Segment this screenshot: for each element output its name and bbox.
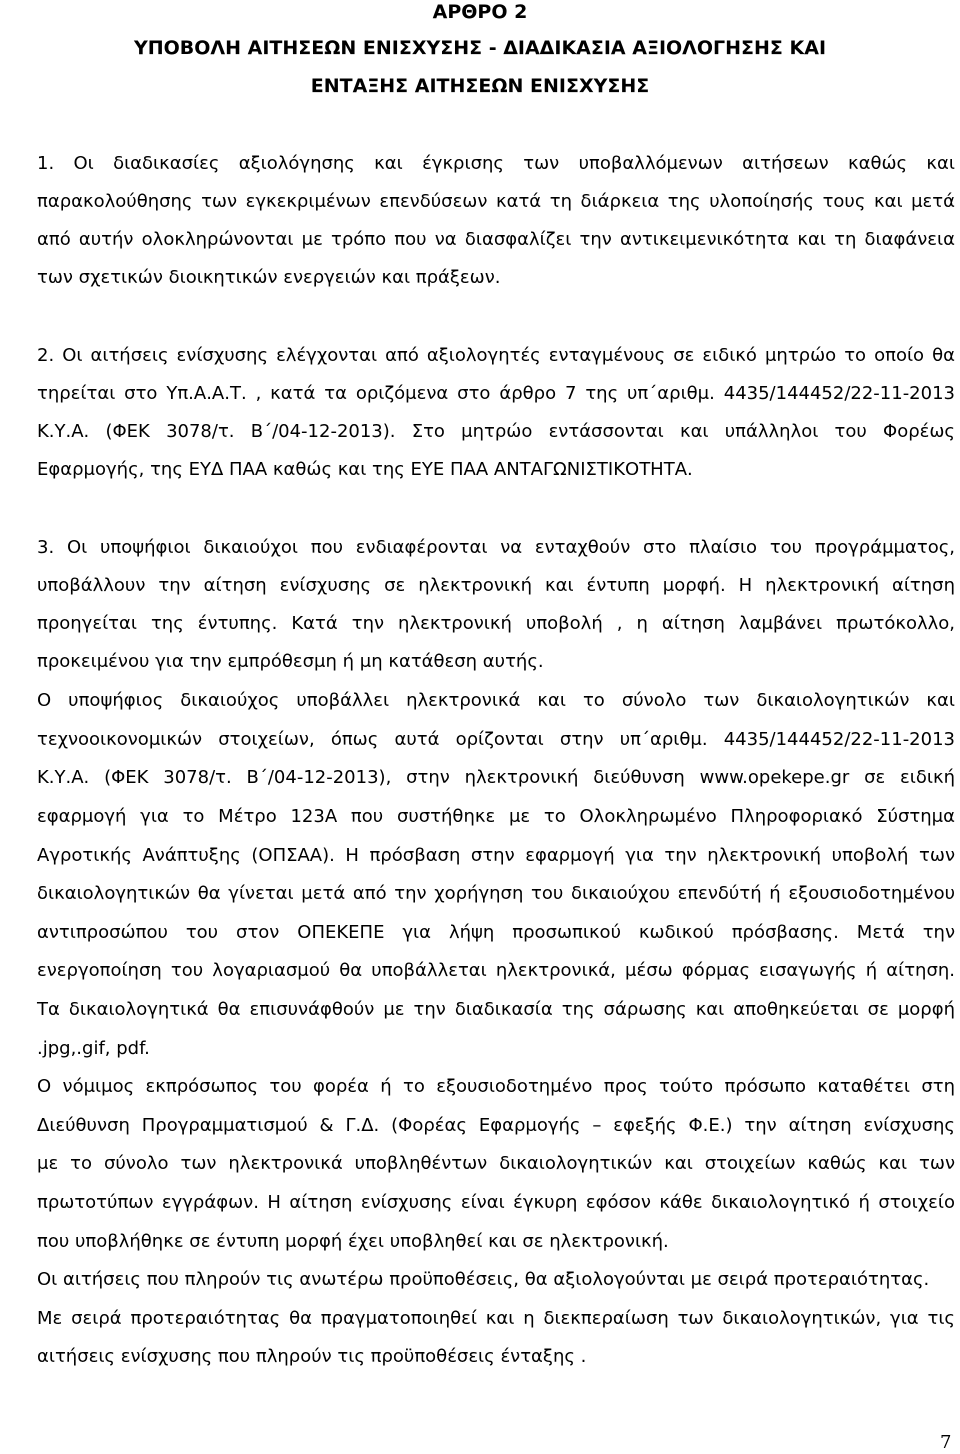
text-line: Ο νόμιμος εκπρόσωπος του φορέα ή το εξουσιοδοτημένο προς τούτο πρόσωπο καταθέτει στη [37,1076,955,1097]
text-line: 2. Οι αιτήσεις ενίσχυσης ελέγχονται από αξιολογητές ενταγμένους σε ειδικό μητρώο το οποίο θα [37,345,955,366]
text-line: Κ.Υ.Α. (ΦΕΚ 3078/τ. Β΄/04-12-2013), στην ηλεκτρονική διεύθυνση www.opekepe.gr σε ειδική [37,767,955,788]
article-title-line-2: ΕΝΤΑΞΗΣ ΑΙΤΗΣΕΩΝ ΕΝΙΣΧΥΣΗΣ [310,75,650,97]
text-line: πρωτοτύπων εγγράφων. Η αίτηση ενίσχυσης είναι έγκυρη εφόσον κάθε δικαιολογητικό ή στοιχείο [37,1192,955,1213]
text-line: Οι αιτήσεις που πληρούν τις ανωτέρω προϋποθέσεις, θα αξιολογούνται με σειρά προτεραιότητας. [37,1269,930,1290]
text-line: ενεργοποίηση του λογαριασμού θα υποβάλλεται ηλεκτρονικά, μέσω φόρμας εισαγωγής ή αίτηση. [37,960,955,981]
text-line: Κ.Υ.Α. (ΦΕΚ 3078/τ. Β΄/04-12-2013). Στο μητρώο εντάσσονται και υπάλληλοι του Φορέως [37,421,955,442]
text-line: αντιπροσώπου του στον ΟΠΕΚΕΠΕ για λήψη προσωπικού κωδικού πρόσβασης. Μετά την [37,922,955,943]
article-number: ΑΡΘΡΟ 2 [432,1,528,23]
text-line: που υποβλήθηκε σε έντυπη μορφή έχει υποβληθεί και σε ηλεκτρονική. [37,1231,669,1252]
text-line: αιτήσεις ενίσχυσης που πληρούν τις προϋποθέσεις ένταξης . [37,1346,587,1367]
article-title-line-1: ΥΠΟΒΟΛΗ ΑΙΤΗΣΕΩΝ ΕΝΙΣΧΥΣΗΣ - ΔΙΑΔΙΚΑΣΙΑ ΑΞΙΟΛΟΓΗΣΗΣ ΚΑΙ [133,37,827,59]
text-line: των σχετικών διοικητικών ενεργειών και πράξεων. [37,267,501,288]
text-line: προκειμένου για την εμπρόθεσμη ή μη κατάθεση αυτής. [37,651,544,672]
text-line: από αυτήν ολοκληρώνονται με τρόπο που να διασφαλίζει την αντικειμενικότητα και τη διαφάνεια [37,229,955,250]
text-line: προηγείται της έντυπης. Κατά την ηλεκτρονική υποβολή , η αίτηση λαμβάνει πρωτόκολλο, [37,613,955,634]
text-line: Ο υποψήφιος δικαιούχος υποβάλλει ηλεκτρονικά και το σύνολο των δικαιολογητικών και [37,690,955,711]
text-line: Εφαρμογής, της ΕΥΔ ΠΑΑ καθώς και της ΕΥΕ ΠΑΑ ΑΝΤΑΓΩΝΙΣΤΙΚΟΤΗΤΑ. [37,459,693,480]
text-line: 3. Οι υποψήφιοι δικαιούχοι που ενδιαφέρονται να ενταχθούν στο πλαίσιο του προγράμματος, [37,537,955,558]
text-line: 1. Οι διαδικασίες αξιολόγησης και έγκρισης των υποβαλλόμενων αιτήσεων καθώς και [37,153,955,174]
text-line: τηρείται στο Υπ.Α.Α.Τ. , κατά τα οριζόμενα στο άρθρο 7 της υπ΄αριθμ. 4435/144452/22-11-2013 [37,383,955,404]
text-line: δικαιολογητικών θα γίνεται μετά από την χορήγηση του δικαιούχου επενδύτή ή εξουσιοδοτημένου [37,883,955,904]
text-line: εφαρμογή για το Μέτρο 123Α που συστήθηκε με το Ολοκληρωμένο Πληροφοριακό Σύστημα [37,806,955,827]
text-line: .jpg,.gif, pdf. [37,1038,150,1059]
text-line: Με σειρά προτεραιότητας θα πραγματοποιηθεί και η διεκπεραίωση των δικαιολογητικών, για τις [37,1308,955,1329]
text-line: Αγροτικής Ανάπτυξης (ΟΠΣΑΑ). Η πρόσβαση στην εφαρμογή για την ηλεκτρονική υποβολή των [37,845,955,866]
text-line: Διεύθυνση Προγραμματισμού & Γ.Δ. (Φορέας Εφαρμογής – εφεξής Φ.Ε.) την αίτηση ενίσχυσης [37,1115,955,1136]
text-line: υποβάλλουν την αίτηση ενίσχυσης σε ηλεκτρονική και έντυπη μορφή. Η ηλεκτρονική αίτηση [37,575,955,596]
text-line: με το σύνολο των ηλεκτρονικά υποβληθέντων δικαιολογητικών και στοιχείων καθώς και των [37,1153,955,1174]
page-number: 7 [940,1432,952,1453]
text-line: Τα δικαιολογητικά θα επισυνάφθούν με την διαδικασία της σάρωσης και αποθηκεύεται σε μορφή [37,999,955,1020]
text-line: παρακολούθησης των εγκεκριμένων επενδύσεων κατά τη διάρκεια της υλοποίησής τους και μετά [37,191,955,212]
text-line: τεχνοοικονομικών στοιχείων, όπως αυτά ορίζονται στην υπ΄αριθμ. 4435/144452/22-11-2013 [37,729,955,750]
